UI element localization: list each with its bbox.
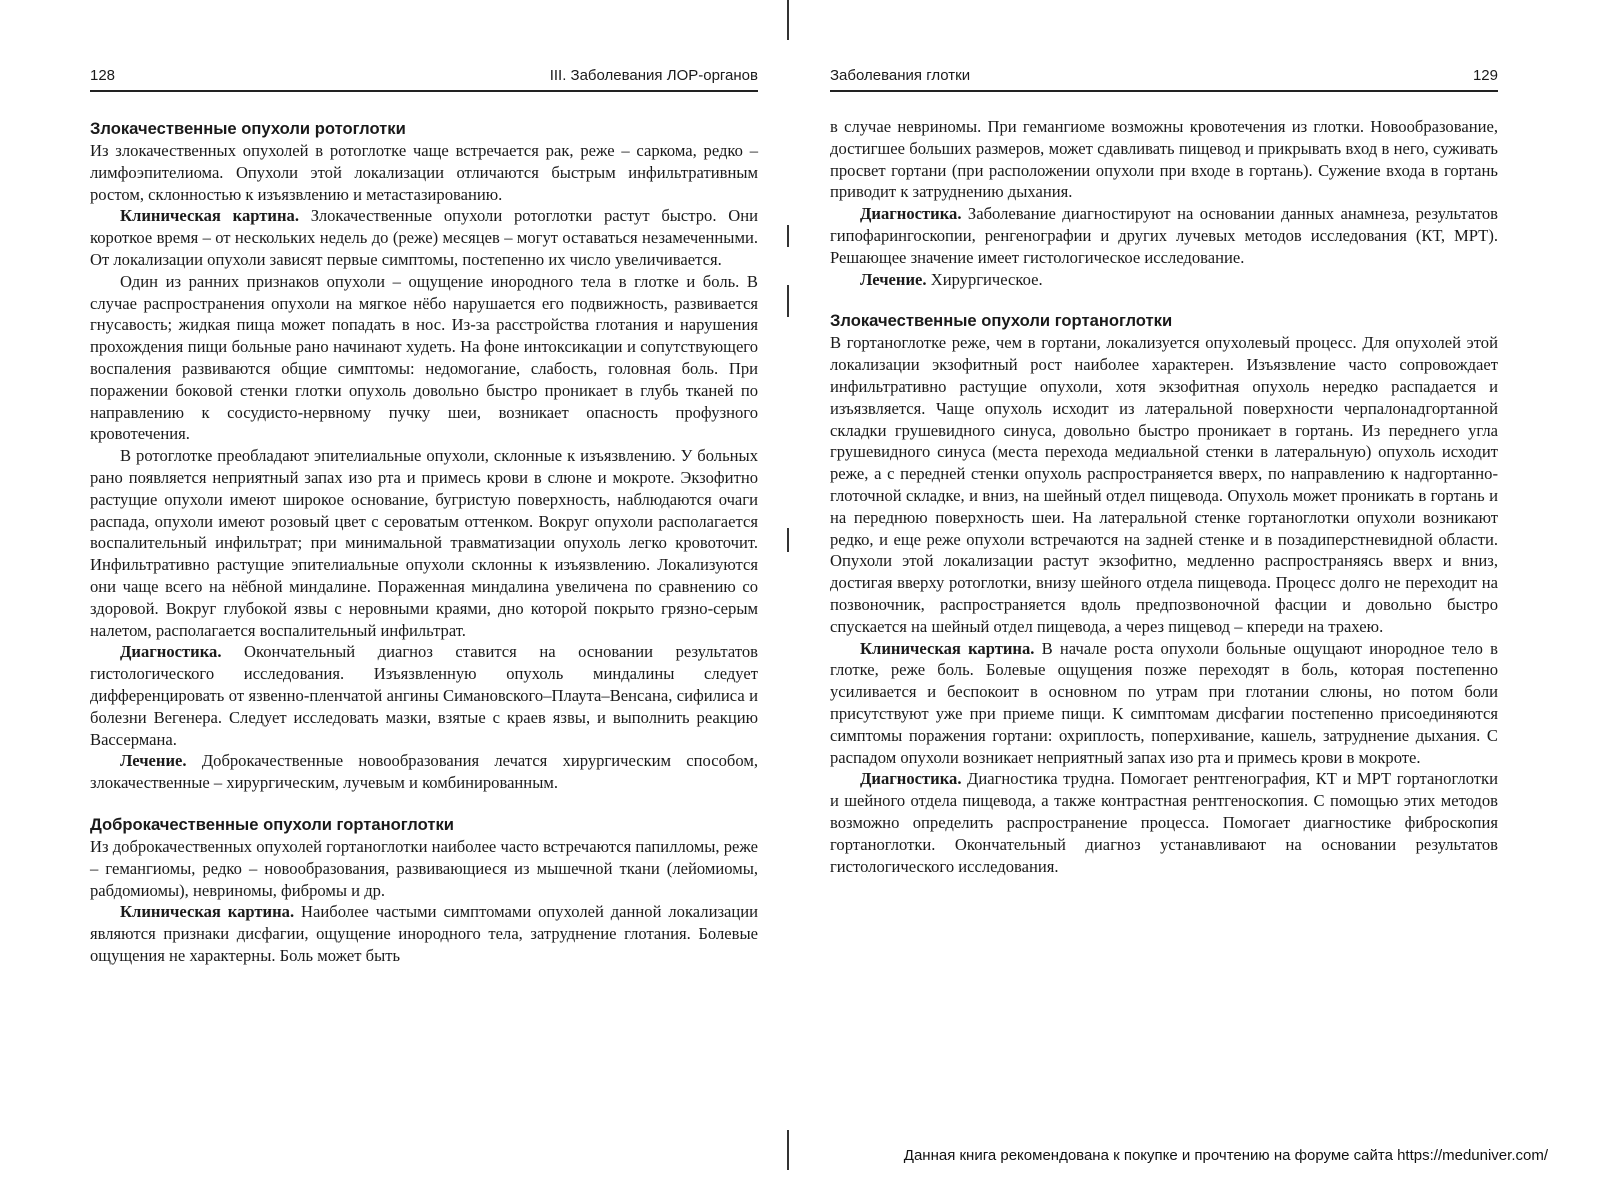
paragraph (830, 269, 1498, 291)
paragraph-text: Злокачественные опухоли ротоглотки растут быстро. Они короткое время – от нескольких недель до (реже) месяцев – могут оставаться незамеченными. От локализации опухоли зависят первые симптомы, постепенно их число увеличивается. (90, 206, 758, 269)
right-page (810, 0, 1600, 1190)
gutter-mark (787, 225, 789, 247)
footer-watermark-note: Данная книга рекомендована к покупке и прочтению на форуме сайта https://meduniver.com/ (903, 1147, 1548, 1164)
right-running-head (830, 66, 1498, 92)
paragraph: Из злокачественных опухолей в ротоглотке чаще встречается рак, реже – саркома, редко – лимфоэпителиома. Опухоли этой локализации отличаются быстрым инфильтративным ростом, склонностью к изъязвлению и метастазированию. (90, 141, 758, 204)
paragraph (90, 901, 758, 966)
paragraph-lead: Диагностика. (120, 642, 222, 662)
paragraph-lead: Клиническая картина. (120, 902, 295, 922)
paragraph (830, 638, 1498, 769)
left-running-head (90, 66, 758, 92)
paragraph-lead: Диагностика. (860, 204, 962, 224)
paragraph: Из доброкачественных опухолей гортаноглотки наиболее часто встречаются папилломы, реже – гемангиомы, редко – новообразования, развивающиеся из мышечной ткани (лейомиомы, рабдомиомы), невриномы, фибромы и др. (90, 836, 758, 900)
paragraph-text: Диагностика трудна. Помогает рентгенография, КТ и МРТ гортаноглотки и шейного отдела пищевода, а также контрастная рентгеноскопия. С помощью этих методов возможно определить распространение процесса. Помогает диагностике фиброскопия гортаноглотки. Окончательный диагноз устанавливают на основании результатов гистологического исследования. (830, 769, 1498, 876)
paragraph-lead: Диагностика. (860, 769, 962, 789)
gutter-mark-top (787, 0, 789, 40)
gutter-mark (787, 285, 789, 317)
left-page-number: 128 (90, 67, 116, 84)
paragraph: в случае невриномы. При гемангиоме возможны кровотечения из глотки. Новообразование, достигшее больших размеров, может сдавливать пищевод и прикрывать вход в него, суживать просвет гортани (при расположении опухоли при входе в гортань). Сужение входа в гортань приводит к затруднению дыхания. (830, 117, 1498, 202)
paragraph-text: В начале роста опухоли больные ощущают инородное тело в глотке, реже боль. Болевые ощущения позже переходят в боль, которая постепенно усиливается и беспокоит в основном по утрам при глотании слюны, но потом боли присутствуют уже при приеме пищи. К симптомам дисфагии постепенно присоединяются симптомы поражения гортани: охриплость, поперхивание, кашель, затруднение дыхания. С распадом опухоли возникает неприятный запах изо рта и примесь крови в мокроте. (830, 638, 1498, 767)
paragraph-lead: Лечение. (860, 269, 927, 289)
paragraph-lead: Клиническая картина. (860, 638, 1035, 658)
section-heading: Злокачественные опухоли ротоглотки (90, 119, 406, 138)
section-heading: Доброкачественные опухоли гортаноглотки (90, 814, 454, 834)
paragraph-text: Наиболее частыми симптомами опухолей данной локализации являются признаки дисфагии, ощущение инородного тела, затруднение глотания. Болевые ощущения не характерны. Боль может быть (90, 902, 759, 965)
paragraph-lead: Клиническая картина. (120, 206, 299, 226)
left-running-title: III. Заболевания ЛОР-органов (549, 67, 758, 84)
left-page-body (90, 118, 758, 967)
paragraph: В гортаноглотке реже, чем в гортани, локализуется опухолевый процесс. Для опухолей этой локализации экзофитный рост наиболее характерен. Изъязвление часто сопровождает инфильтративно растущие опухоли, хотя экзофитная опухоль нередко распадается и изъязвляется. Чаще опухоль исходит из латеральной поверхности черпалонадгортанной складки грушевидного синуса, довольно быстро проникает в гортань. Из переднего угла грушевидного синуса (места перехода медиальной стенки в латеральную) опухоль исходит реже, а с передней стенки опухоль распространяется вверх, по направлению к надгортанно-глоточной складке, и вниз, на шейный отдел пищевода. Опухоль может проникать в гортань и на переднюю поверхность шеи. На латеральной стенке гортаноглотки опухоли возникают редко, и еще реже опухоли встречаются на задней стенке и в позадиперстневидной области. Опухоли этой локализации растут экзофитно, медленно распространяясь вверх и вниз, достигая вверху ротоглотки, внизу шейного отдела пищевода. Процесс долго не переходит на позвоночник, распространяется вдоль предпозвоночной фасции и довольно быстро спускается на шейный отдел пищевода, а через пищевод – кпереди на трахею. (830, 333, 1498, 636)
paragraph (90, 750, 758, 794)
paragraph (830, 203, 1498, 268)
right-running-title: Заболевания глотки (830, 67, 971, 84)
paragraph-text: Заболевание диагностируют на основании данных анамнеза, результатов гипофарингоскопии, ренгенографии и других лучевых методов исследования (КТ, МРТ). Решающее значение имеет гистологическое исследование. (830, 204, 1498, 267)
gutter-mark-bottom (787, 1130, 789, 1170)
right-page-number: 129 (1472, 67, 1498, 84)
left-page (0, 0, 790, 1190)
paragraph: Один из ранних признаков опухоли – ощущение инородного тела в глотке и боль. В случае распространения опухоли на мягкое нёбо нарушается его подвижность, развивается гнусавость; жидкая пища может попадать в нос. Из-за расстройства глотания и нарушения прохождения пищи больные рано начинают худеть. На фоне интоксикации и сопутствующего воспаления развиваются общие симптомы: недомогание, слабость, головная боль. При поражении боковой стенки глотки опухоль довольно быстро проникает в глубь тканей по направлению к сосудисто-нервному пучку шеи, возникает опасность профузного кровотечения. (90, 271, 758, 444)
paragraph-text: Доброкачественные новообразования лечатся хирургическим способом, злокачественные – хирургическим, лучевым и комбинированным. (90, 751, 758, 793)
gutter-mark (787, 528, 789, 552)
right-page-body (830, 116, 1498, 877)
paragraph: В ротоглотке преобладают эпителиальные опухоли, склонные к изъязвлению. У больных рано появляется неприятный запах изо рта и примесь крови в слюне и мокроте. Экзофитно растущие опухоли имеют широкое основание, бугристую поверхность, наблюдаются очаги распада, опухоли имеют розовый цвет с сероватым оттенком. Вокруг опухоли располагается воспалительный инфильтрат; при минимальной травматизации опухоль легко кровоточит. Инфильтративно растущие эпителиальные опухоли склонны к изъязвлению. Локализуются они чаще всего на нёбной миндалине. Пораженная миндалина увеличена по сравнению со здоровой. Вокруг глубокой язвы с неровными краями, дно которой покрыто грязно-серым налетом, располагается воспалительный инфильтрат. (90, 446, 758, 640)
paragraph (90, 641, 758, 750)
paragraph-text: Хирургическое. (926, 269, 1043, 289)
paragraph-text: Окончательный диагноз ставится на основании результатов гистологического исследования. Изъязвленную опухоль миндалины следует дифференцировать от язвенно-пленчатой ангины Симановского–Плаута–Венсана, сифилиса и болезни Вегенера. Следует исследовать мазки, взятые с краев язвы, и выполнить реакцию Вассермана. (90, 642, 758, 749)
paragraph-lead: Лечение. (120, 751, 187, 771)
section-heading: Злокачественные опухоли гортаноглотки (830, 311, 1173, 331)
paragraph (90, 205, 758, 270)
paragraph (830, 768, 1498, 877)
